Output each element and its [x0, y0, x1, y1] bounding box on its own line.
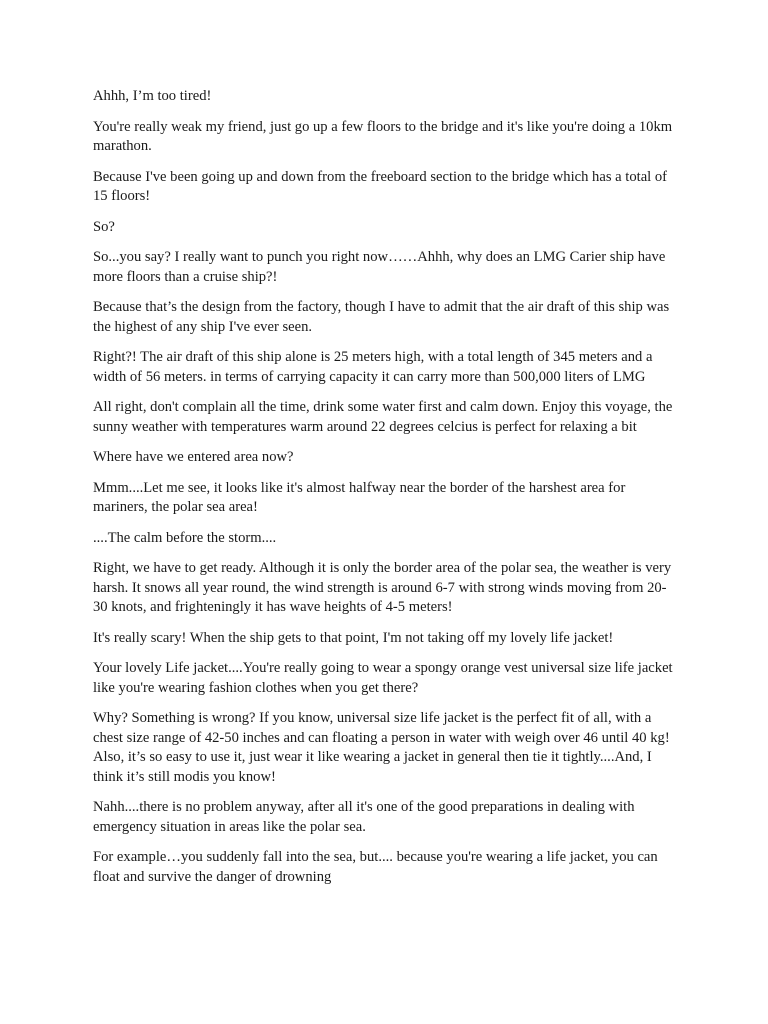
paragraph-6: Because that’s the design from the factory, though I have to admit that the air draft of this ship was the highest of any ship I've ever seen. — [93, 299, 670, 335]
paragraph-12: Right, we have to get ready. Although it is only the border area of the polar sea, the weather is very harsh. It snows all year round, the wind strength is around 6-7 with strong winds moving from 20-30 knots, and frighteningly it has wave heights of 4-5 meters! — [93, 560, 672, 615]
document-body — [93, 87, 678, 898]
paragraph-13: It's really scary! When the ship gets to that point, I'm not taking off my lovely life jacket! — [93, 629, 614, 646]
paragraph-9: Where have we entered area now? — [93, 449, 294, 465]
paragraph-15: Why? Something is wrong? If you know, universal size life jacket is the perfect fit of all, with a chest size range of 42-50 inches and can floating a person in water with weigh over 46 until 40 kg! Also, it’s so easy to use it, just wear it like wearing a jacket in general then tie it tightly....And, I think it’s still modis you know! — [93, 710, 670, 785]
paragraph-14: Your lovely Life jacket....You're really going to wear a spongy orange vest universal size life jacket like you're wearing fashion clothes when you get there? — [93, 660, 673, 696]
paragraph-4: So? — [93, 218, 115, 235]
paragraph-16: Nahh....there is no problem anyway, after all it's one of the good preparations in dealing with emergency situation in areas like the polar sea. — [93, 799, 635, 835]
paragraph-1: Ahhh, I’m too tired! — [93, 88, 212, 104]
paragraph-3: Because I've been going up and down from the freeboard section to the bridge which has a total of 15 floors! — [93, 168, 668, 204]
paragraph-17: For example…you suddenly fall into the sea, but.... because you're wearing a life jacket, you can float and survive the danger of drowning — [93, 849, 658, 885]
paragraph-7: Right?! The air draft of this ship alone is 25 meters high, with a total length of 345 meters and a width of 56 meters. in terms of carrying capacity it can carry more than 500,000 liters of LMG — [93, 349, 653, 385]
paragraph-10: Mmm....Let me see, it looks like it's almost halfway near the border of the harshest area for mariners, the polar sea area! — [93, 479, 626, 515]
paragraph-8: All right, don't complain all the time, drink some water first and calm down. Enjoy this voyage, the sunny weather with temperatures warm around 22 degrees celcius is perfect for relaxing a bit — [93, 399, 673, 435]
paragraph-5: So...you say? I really want to punch you right now……Ahhh, why does an LMG Carier ship have more floors than a cruise ship?! — [93, 249, 666, 285]
paragraph-11: ....The calm before the storm.... — [93, 529, 277, 546]
paragraph-2: You're really weak my friend, just go up a few floors to the bridge and it's like you're doing a 10km marathon. — [93, 118, 673, 154]
